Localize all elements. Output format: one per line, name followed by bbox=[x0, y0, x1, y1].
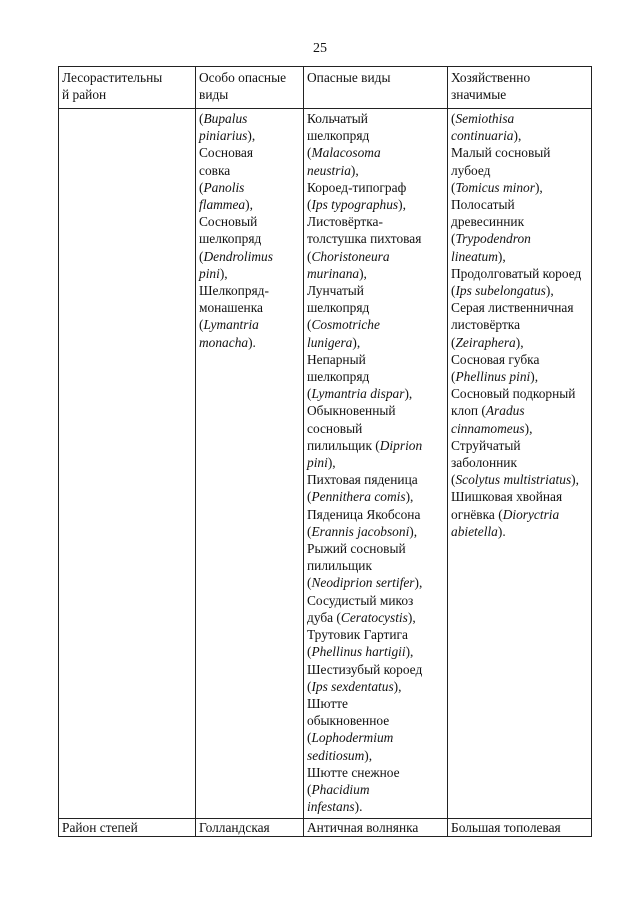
cell-text-line bbox=[451, 144, 588, 161]
latin-name: monacha bbox=[199, 334, 249, 350]
text-fragment: ), bbox=[545, 283, 554, 299]
latin-name: murinana bbox=[307, 265, 360, 281]
latin-name: Neodiprion sertifer bbox=[311, 575, 415, 591]
text-fragment: ( bbox=[307, 197, 312, 213]
latin-name: Erannis jacobsoni bbox=[311, 523, 410, 539]
text-fragment: ), bbox=[530, 369, 539, 385]
text-fragment: ( bbox=[451, 472, 456, 488]
header-text-line: Особо опасные bbox=[199, 70, 287, 85]
latin-name: Phellinus pini bbox=[455, 369, 531, 385]
cell-text-line bbox=[307, 557, 444, 574]
text-fragment: ( bbox=[307, 523, 312, 539]
species-table bbox=[58, 66, 592, 837]
cell-text-line bbox=[451, 248, 588, 265]
latin-name: Lymantria bbox=[203, 317, 259, 333]
text-fragment: ), bbox=[405, 644, 414, 660]
cell-text-line bbox=[307, 334, 444, 351]
text-fragment: Сосудистый микоз bbox=[307, 592, 414, 608]
cell-text-line bbox=[451, 230, 588, 247]
text-fragment: шелкопряд bbox=[307, 128, 370, 144]
text-fragment: Шелкопряд- bbox=[199, 283, 269, 299]
text-fragment: ( bbox=[307, 317, 312, 333]
cell-text-line bbox=[307, 747, 444, 764]
text-fragment: ( bbox=[307, 145, 312, 161]
text-fragment: Шишковая хвойная bbox=[451, 489, 563, 505]
text-fragment: ). bbox=[354, 799, 363, 815]
text-fragment: Шестизубый короед bbox=[307, 661, 423, 677]
text-fragment: Шютте bbox=[307, 695, 348, 711]
text-fragment: шелкопряд bbox=[307, 300, 370, 316]
cell-text-line bbox=[307, 196, 444, 213]
latin-name: Diprion bbox=[379, 437, 423, 453]
text-fragment: ( bbox=[307, 386, 312, 402]
cell-text-line bbox=[199, 213, 300, 230]
text-fragment: ( bbox=[451, 179, 456, 195]
text-fragment: Струйчатый bbox=[451, 437, 521, 453]
text-fragment: Листовёртка- bbox=[307, 214, 383, 230]
latin-name: pini bbox=[307, 455, 328, 471]
text-fragment: монашенка bbox=[199, 300, 263, 316]
cell-text-line bbox=[307, 385, 444, 402]
text-fragment: ( bbox=[199, 248, 204, 264]
cell-text-line bbox=[307, 712, 444, 729]
cell-text-line bbox=[307, 764, 444, 781]
cell-text-line bbox=[307, 819, 444, 836]
header-text-line: Хозяйственно bbox=[451, 70, 531, 85]
text-fragment: листовёртка bbox=[451, 317, 521, 333]
text-fragment: Голландская bbox=[199, 820, 270, 835]
cell-text-line bbox=[307, 179, 444, 196]
cell-text-line bbox=[307, 471, 444, 488]
cell-text-line bbox=[307, 162, 444, 179]
cell-text-line bbox=[199, 248, 300, 265]
latin-name: Malacosoma bbox=[311, 145, 381, 161]
latin-name: Dendrolimus bbox=[203, 248, 273, 264]
cell-text-line bbox=[307, 368, 444, 385]
cell-text-line bbox=[199, 179, 300, 196]
cell-text-line bbox=[307, 488, 444, 505]
cell-text-line bbox=[307, 540, 444, 557]
cell-text-line bbox=[199, 334, 300, 351]
cell-text-line bbox=[451, 819, 588, 836]
cell-region bbox=[59, 819, 196, 837]
text-fragment: Шютте снежное bbox=[307, 764, 400, 780]
latin-name: Ceratocystis bbox=[340, 609, 408, 625]
cell-text-line bbox=[451, 488, 588, 505]
cell-text-line bbox=[199, 127, 300, 144]
cell-text-line bbox=[199, 110, 300, 127]
cell-text-line bbox=[307, 643, 444, 660]
text-fragment: ( bbox=[307, 730, 312, 746]
cell-text-line bbox=[199, 299, 300, 316]
header-text-line: виды bbox=[199, 87, 229, 103]
text-fragment: Рыжий сосновый bbox=[307, 541, 406, 557]
cell-text-line bbox=[307, 437, 444, 454]
cell-text-line bbox=[307, 127, 444, 144]
latin-name: seditiosum bbox=[307, 747, 365, 763]
cell-text-line bbox=[451, 351, 588, 368]
cell-text-line bbox=[307, 230, 444, 247]
latin-name: Panolis bbox=[203, 179, 245, 195]
text-fragment: ( bbox=[451, 111, 456, 126]
text-fragment: Короед-типограф bbox=[307, 179, 407, 195]
text-fragment: ), bbox=[327, 455, 336, 471]
latin-name: neustria bbox=[307, 162, 351, 178]
text-fragment: ( bbox=[307, 489, 312, 505]
cell-dangerous bbox=[304, 819, 448, 837]
cell-text-line bbox=[307, 213, 444, 230]
cell-text-line bbox=[307, 729, 444, 746]
text-fragment: ), bbox=[524, 420, 533, 436]
latin-name: Zeiraphera bbox=[455, 334, 516, 350]
text-fragment: дуба ( bbox=[307, 609, 341, 625]
cell-text-line bbox=[307, 609, 444, 626]
cell-text-line bbox=[307, 144, 444, 161]
latin-name: Dioryctria bbox=[502, 506, 560, 522]
text-fragment: клоп ( bbox=[451, 403, 486, 419]
cell-text-line bbox=[307, 661, 444, 678]
cell-text-line bbox=[199, 819, 300, 836]
text-fragment: лубоед bbox=[451, 162, 491, 178]
cell-economically-significant bbox=[448, 819, 592, 837]
table-row bbox=[59, 109, 592, 819]
cell-region bbox=[59, 109, 196, 819]
cell-text-line bbox=[451, 316, 588, 333]
latin-name: infestans bbox=[307, 799, 355, 815]
cell-text-line bbox=[451, 265, 588, 282]
cell-text-line bbox=[451, 196, 588, 213]
text-fragment: Продолговатый короед bbox=[451, 265, 582, 281]
cell-text-line bbox=[307, 592, 444, 609]
text-fragment: древесинник bbox=[451, 214, 525, 230]
cell-text-line bbox=[451, 162, 588, 179]
cell-dangerous bbox=[304, 109, 448, 819]
text-fragment: ), bbox=[407, 609, 416, 625]
latin-name: Semiothisa bbox=[455, 111, 515, 126]
latin-name: Lymantria dispar bbox=[311, 386, 405, 402]
cell-text-line bbox=[451, 471, 588, 488]
latin-name: Phacidium bbox=[311, 781, 370, 797]
cell-text-line bbox=[307, 574, 444, 591]
latin-name: Scolytus multistriatus bbox=[455, 472, 572, 488]
cell-especially-dangerous bbox=[196, 109, 304, 819]
text-fragment: шелкопряд bbox=[199, 231, 262, 247]
cell-text-line bbox=[451, 334, 588, 351]
text-fragment: ), bbox=[398, 197, 406, 213]
text-fragment: Трутовик Гартига bbox=[307, 627, 408, 643]
cell-text-line bbox=[451, 506, 588, 523]
text-fragment: ( bbox=[307, 248, 312, 264]
text-fragment: сосновый bbox=[307, 420, 363, 436]
text-fragment: ), bbox=[393, 678, 402, 694]
latin-name: Phellinus hartigii bbox=[311, 644, 406, 660]
text-fragment: ), bbox=[571, 472, 579, 488]
header-dangerous bbox=[304, 67, 448, 109]
cell-text-line bbox=[307, 798, 444, 815]
cell-text-line bbox=[307, 781, 444, 798]
cell-text-line bbox=[307, 626, 444, 643]
text-fragment: пилильщик ( bbox=[307, 437, 380, 453]
latin-name: flammea bbox=[199, 197, 246, 213]
cell-text-line bbox=[307, 402, 444, 419]
text-fragment: ( bbox=[451, 334, 456, 350]
latin-name: Ips sexdentatus bbox=[311, 678, 394, 694]
cell-text-line bbox=[451, 127, 588, 144]
latin-name: Choristoneura bbox=[311, 248, 390, 264]
text-fragment: ), bbox=[247, 128, 256, 144]
header-text-line: Лесорастительны bbox=[62, 70, 163, 85]
table-row bbox=[59, 819, 592, 837]
text-fragment: ( bbox=[451, 283, 456, 299]
text-fragment: заболонник bbox=[451, 455, 517, 471]
latin-name: Ips typographus bbox=[311, 197, 399, 213]
text-fragment: ( bbox=[307, 678, 312, 694]
latin-name: piniarius bbox=[199, 128, 248, 144]
header-economically-significant bbox=[448, 67, 592, 109]
header-forest-region bbox=[59, 67, 196, 109]
text-fragment: ), bbox=[414, 575, 423, 591]
latin-name: lineatum bbox=[451, 248, 498, 264]
cell-text-line bbox=[307, 695, 444, 712]
text-fragment: Античная волнянка bbox=[307, 820, 419, 835]
text-fragment: ), bbox=[409, 523, 418, 539]
cell-text-line bbox=[451, 282, 588, 299]
text-fragment: ), bbox=[359, 265, 367, 281]
cell-text-line bbox=[451, 299, 588, 316]
text-fragment: Пяденица Якобсона bbox=[307, 506, 421, 522]
latin-name: Bupalus bbox=[203, 111, 248, 126]
text-fragment: шелкопряд bbox=[307, 369, 370, 385]
latin-name: Ips subelongatus bbox=[455, 283, 546, 299]
text-fragment: Сосновая bbox=[199, 145, 254, 161]
cell-text-line bbox=[307, 420, 444, 437]
latin-name: Tomicus minor bbox=[455, 179, 535, 195]
text-fragment: Лунчатый bbox=[307, 283, 364, 299]
text-fragment: ), bbox=[497, 248, 506, 264]
text-fragment: Обыкновенный bbox=[307, 403, 396, 419]
latin-name: cinnamomeus bbox=[451, 420, 525, 436]
latin-name: Pennithera comis bbox=[311, 489, 406, 505]
text-fragment: ). bbox=[497, 523, 506, 539]
text-fragment: Пихтовая пяденица bbox=[307, 472, 418, 488]
text-fragment: Сосновый подкорный bbox=[451, 386, 576, 402]
text-fragment: пилильщик bbox=[307, 558, 372, 574]
latin-name: Trypodendron bbox=[455, 231, 531, 247]
latin-name: abietella bbox=[451, 523, 498, 539]
text-fragment: совка bbox=[199, 162, 231, 178]
text-fragment: Большая тополевая bbox=[451, 820, 561, 835]
cell-text-line bbox=[199, 230, 300, 247]
text-fragment: Малый сосновый bbox=[451, 145, 551, 161]
cell-text-line bbox=[307, 351, 444, 368]
text-fragment: огнёвка ( bbox=[451, 506, 503, 522]
text-fragment: Кольчатый bbox=[307, 111, 368, 126]
header-especially-dangerous bbox=[196, 67, 304, 109]
latin-name: Aradus bbox=[485, 403, 525, 419]
text-fragment: обыкновенное bbox=[307, 713, 390, 729]
cell-especially-dangerous bbox=[196, 819, 304, 837]
header-text-line: значимые bbox=[451, 87, 507, 103]
text-fragment: ), bbox=[364, 747, 373, 763]
cell-text-line bbox=[199, 316, 300, 333]
latin-name: continuaria bbox=[451, 128, 514, 144]
text-fragment: ( bbox=[199, 179, 204, 195]
text-fragment: Сосновая губка bbox=[451, 351, 540, 367]
text-fragment: Непарный bbox=[307, 351, 366, 367]
cell-economically-significant bbox=[448, 109, 592, 819]
text-fragment: ), bbox=[352, 334, 361, 350]
table-header-row bbox=[59, 67, 592, 109]
cell-text-line bbox=[451, 368, 588, 385]
cell-text-line bbox=[451, 110, 588, 127]
text-fragment: ), bbox=[534, 179, 543, 195]
cell-text-line bbox=[307, 248, 444, 265]
text-fragment: ), bbox=[219, 265, 228, 281]
cell-text-line bbox=[199, 196, 300, 213]
cell-text-line bbox=[307, 265, 444, 282]
cell-text-line bbox=[307, 506, 444, 523]
latin-name: Lophodermium bbox=[311, 730, 394, 746]
text-fragment: ), bbox=[513, 128, 522, 144]
text-fragment: Полосатый bbox=[451, 197, 515, 213]
text-fragment: ( bbox=[307, 781, 312, 797]
cell-text-line bbox=[307, 282, 444, 299]
cell-text-line bbox=[451, 385, 588, 402]
cell-text-line bbox=[199, 282, 300, 299]
cell-text-line bbox=[451, 437, 588, 454]
text-fragment: ( bbox=[307, 575, 312, 591]
cell-text-line bbox=[451, 402, 588, 419]
page-number: 25 bbox=[313, 41, 327, 56]
text-fragment: ). bbox=[248, 334, 256, 350]
text-fragment: ), bbox=[245, 197, 253, 213]
cell-text-line bbox=[307, 110, 444, 127]
text-fragment: ( bbox=[451, 369, 456, 385]
text-fragment: ( bbox=[199, 111, 204, 126]
text-fragment: ), bbox=[405, 489, 414, 505]
text-fragment: толстушка пихтовая bbox=[307, 231, 422, 247]
text-fragment: ), bbox=[515, 334, 524, 350]
cell-text-line bbox=[451, 454, 588, 471]
text-fragment: Район степей bbox=[62, 820, 138, 835]
cell-text-line bbox=[199, 162, 300, 179]
text-fragment: ), bbox=[350, 162, 359, 178]
text-fragment: ( bbox=[307, 644, 312, 660]
text-fragment: ), bbox=[404, 386, 413, 402]
cell-text-line bbox=[451, 523, 588, 540]
cell-text-line bbox=[199, 144, 300, 161]
cell-text-line bbox=[307, 454, 444, 471]
text-fragment: Серая лиственничная bbox=[451, 300, 574, 316]
cell-text-line bbox=[307, 523, 444, 540]
text-fragment: ( bbox=[199, 317, 204, 333]
latin-name: pini bbox=[199, 265, 220, 281]
cell-text-line bbox=[307, 678, 444, 695]
cell-text-line bbox=[451, 179, 588, 196]
header-text-line: й район bbox=[62, 87, 107, 103]
cell-text-line bbox=[307, 299, 444, 316]
cell-text-line bbox=[451, 213, 588, 230]
text-fragment: ( bbox=[451, 231, 456, 247]
header-text-line: Опасные виды bbox=[307, 70, 391, 85]
cell-text-line bbox=[451, 420, 588, 437]
text-fragment: Сосновый bbox=[199, 214, 258, 230]
cell-text-line bbox=[307, 316, 444, 333]
cell-text-line bbox=[199, 265, 300, 282]
latin-name: Cosmotriche bbox=[311, 317, 380, 333]
cell-text-line bbox=[62, 819, 192, 836]
latin-name: lunigera bbox=[307, 334, 353, 350]
